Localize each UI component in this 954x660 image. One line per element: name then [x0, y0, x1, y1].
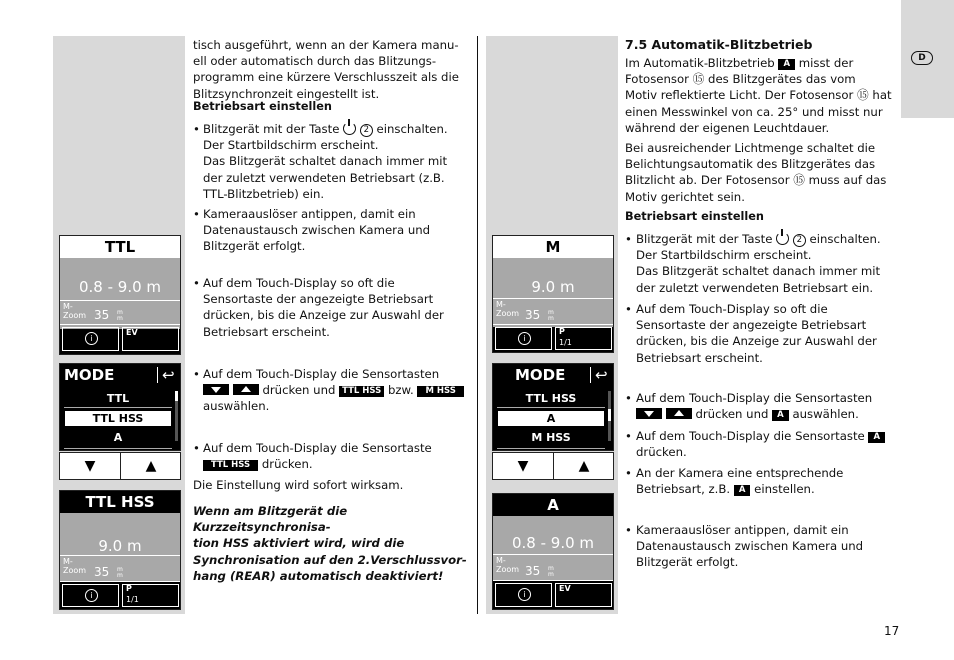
power-level-button[interactable] — [122, 584, 179, 607]
section-title: 7.5 Automatik-Blitzbetrieb — [625, 37, 813, 52]
screen-range: 9.0 m — [531, 278, 575, 296]
zoom-label: M- Zoom — [496, 300, 520, 318]
power-mode-label: P — [126, 584, 132, 593]
mode-rule — [497, 407, 605, 408]
left-bullet-4-d: auswählen. — [203, 399, 270, 414]
a-badge: A — [734, 485, 751, 496]
left-bullet-2: Kameraauslöser antippen, damit ein Datenaustausch zwischen Kamera und Blitzgerät erfolgt. — [203, 207, 431, 254]
left-note: Die Einstellung wird sofort wirksam. — [193, 478, 404, 492]
right-bullet-3 — [636, 390, 901, 422]
m-hss-badge: M HSS — [417, 386, 463, 397]
bullet-marker: • — [193, 207, 200, 221]
mode-item-m-hss[interactable]: M HSS — [531, 431, 571, 444]
left-bullet-1-b: einschalten. — [376, 122, 448, 136]
info-icon: i — [518, 332, 531, 345]
flash-screen-ttl — [59, 235, 181, 355]
screen-range: 0.8 - 9.0 m — [78, 278, 162, 296]
right-b1-lines: Der Startbildschirm erscheint. Das Blitzgerät schaltet danach immer mit der zuletzt verwendeten Betriebsart ein. — [636, 248, 881, 295]
left-bullet-4 — [203, 366, 473, 415]
zoom-value: 35 — [525, 308, 541, 322]
right-paragraph-1 — [625, 55, 900, 136]
bullet-marker: • — [193, 122, 200, 136]
ttl-hss-badge: TTL HSS — [339, 386, 384, 397]
bullet-marker: • — [625, 302, 632, 316]
zoom-label: M- Zoom — [63, 557, 87, 575]
arrow-down-icon — [636, 408, 662, 419]
info-icon: i — [85, 589, 98, 602]
info-button[interactable] — [495, 327, 552, 350]
power-level-value: 1/1 — [559, 338, 572, 347]
right-b3-c: auswählen. — [792, 407, 859, 422]
bullet-marker: • — [625, 391, 632, 405]
zoom-unit: m m — [117, 309, 123, 322]
zoom-label: M- Zoom — [63, 302, 87, 320]
a-badge: A — [778, 59, 795, 70]
zoom-unit: m m — [548, 309, 554, 322]
right-bullet-4 — [636, 428, 901, 460]
arrow-buttons-left — [59, 452, 181, 480]
left-bullet-5 — [203, 440, 473, 472]
left-bullet-4-c: bzw. — [388, 383, 414, 398]
left-bullet-3: Auf dem Touch-Display so oft die Sensortaste der angezeigte Betriebsart drücken, bis die Anzeige zur Auswahl der Betriebsart erscheint. — [203, 276, 444, 339]
ttl-hss-badge: TTL HSS — [203, 460, 258, 471]
arrow-down-icon: ▼ — [517, 458, 529, 474]
column-divider — [477, 36, 478, 614]
mode-menu-title: MODE — [64, 366, 115, 384]
arrow-up-button[interactable] — [121, 453, 181, 479]
zoom-unit: m m — [548, 565, 554, 578]
arrow-up-icon: ▲ — [578, 458, 590, 474]
mode-menu-right — [492, 363, 614, 451]
intro-paragraph: tisch ausgeführt, wenn an der Kamera manu- ell oder automatisch durch das Blitzungs- programm eine kürzere Verschlusszeit als die Blitzsynchronzeit eingestellt ist. — [193, 38, 459, 101]
screen-divider — [60, 324, 180, 325]
button-number-badge: 2 — [793, 234, 806, 247]
mode-item-a[interactable]: A — [497, 410, 605, 427]
mode-item-ttl[interactable]: TTL — [106, 392, 130, 405]
power-level-button[interactable] — [555, 327, 612, 350]
screen-divider — [493, 554, 613, 555]
power-level-value: 1/1 — [126, 595, 139, 604]
info-icon: i — [518, 588, 531, 601]
right-p1-a: Im Automatik-Blitzbetrieb — [625, 56, 775, 70]
arrow-down-icon — [203, 384, 229, 395]
left-bullet-1 — [203, 121, 473, 202]
left-bullet-1-a: Blitzgerät mit der Taste — [203, 122, 340, 136]
mode-item-ttl-hss[interactable]: TTL HSS — [525, 392, 577, 405]
right-b4-a: Auf dem Touch-Display die Sensortaste — [636, 429, 865, 443]
flash-screen-m — [492, 235, 614, 353]
right-heading: Betriebsart einstellen — [625, 210, 764, 223]
arrow-up-icon — [233, 384, 259, 395]
screen-divider — [60, 300, 180, 301]
bullet-marker: • — [193, 276, 200, 290]
zoom-value: 35 — [525, 564, 541, 578]
mode-separator — [590, 367, 591, 383]
right-b4-b: drücken. — [636, 445, 687, 460]
back-arrow-icon[interactable]: ↩ — [595, 366, 608, 384]
mode-rule — [497, 448, 605, 449]
right-b3-a: Auf dem Touch-Display die Sensortasten — [636, 391, 873, 405]
ev-label: EV — [559, 584, 571, 593]
right-b1-a: Blitzgerät mit der Taste — [636, 232, 773, 246]
screen-range: 0.8 - 9.0 m — [511, 534, 595, 552]
arrow-down-button[interactable] — [60, 453, 120, 479]
left-bullet-5-b: drücken. — [261, 457, 313, 472]
zoom-unit: m m — [117, 566, 123, 579]
left-bullet-5-a: Auf dem Touch-Display die Sensortaste — [203, 441, 432, 455]
page-number: 17 — [884, 624, 900, 638]
arrow-down-button[interactable] — [493, 453, 553, 479]
ev-button[interactable] — [122, 327, 179, 351]
bullet-marker: • — [193, 367, 200, 381]
zoom-value: 35 — [94, 308, 110, 322]
a-badge: A — [772, 410, 789, 421]
bullet-marker: • — [625, 466, 632, 480]
a-badge: A — [868, 432, 885, 443]
screen-divider — [493, 324, 613, 325]
mode-menu-left — [59, 363, 181, 451]
mode-menu-title: MODE — [515, 366, 566, 384]
screen-title: TTL — [60, 236, 180, 258]
mode-separator — [157, 367, 158, 383]
right-paragraph-2: Bei ausreichender Lichtmenge schaltet die Belichtungsautomatik des Blitzgerätes das Blitzlicht ab. Der Fotosensor ⑮ muss auf das Motiv gerichtet sein. — [625, 141, 887, 204]
ev-button[interactable] — [555, 583, 612, 607]
language-tab — [901, 0, 954, 118]
mode-scrollbar-thumb — [608, 409, 611, 421]
bullet-marker: • — [625, 232, 632, 246]
screen-title: M — [493, 236, 613, 258]
arrow-up-button[interactable] — [554, 453, 614, 479]
bullet-marker: • — [193, 441, 200, 455]
button-number-badge: 2 — [360, 124, 373, 137]
flash-screen-ttl-hss — [59, 490, 181, 610]
right-bullet-2: Auf dem Touch-Display so oft die Sensortaste der angezeigte Betriebsart drücken, bis die Anzeige zur Auswahl der Betriebsart erscheint. — [636, 302, 877, 365]
arrow-buttons-right — [492, 452, 614, 480]
ev-label: EV — [126, 328, 138, 337]
mode-item-a[interactable]: A — [113, 431, 123, 444]
screen-title: A — [493, 494, 613, 516]
mode-rule — [64, 448, 172, 449]
flash-screen-a — [492, 493, 614, 610]
right-p1-lines: Fotosensor ⑮ des Blitzgerätes das vom Motiv reflektierte Licht. Der Fotosensor ⑮ hat einen Messwinkel von ca. 25° und misst nur während der eigenen Leuchtdauer. — [625, 72, 892, 135]
arrow-up-icon: ▲ — [145, 458, 157, 474]
zoom-value: 35 — [94, 565, 110, 579]
right-b3-b: drücken und — [695, 407, 769, 422]
back-arrow-icon[interactable]: ↩ — [162, 366, 175, 384]
right-bullet-6: Kameraauslöser antippen, damit ein Datenaustausch zwischen Kamera und Blitzgerät erfolgt. — [636, 523, 864, 570]
right-bullet-5 — [636, 465, 901, 497]
info-icon: i — [85, 332, 98, 345]
bullet-marker: • — [625, 429, 632, 443]
power-icon — [343, 122, 356, 135]
right-p1-b: misst der — [798, 56, 854, 70]
mode-item-ttl-hss[interactable]: TTL HSS — [64, 410, 172, 427]
zoom-label: M- Zoom — [496, 556, 520, 574]
bullet-marker: • — [625, 523, 632, 537]
left-warning: Wenn am Blitzgerät die Kurzzeitsynchronisa- tion HSS aktiviert wird, wird die Synchronisation auf den 2.Verschlussvor- hang (REAR) automatisch deaktiviert! — [193, 504, 467, 583]
right-bullet-1 — [636, 231, 901, 296]
info-button[interactable] — [495, 583, 552, 607]
arrow-up-icon — [666, 408, 692, 419]
right-b5-a: An der Kamera eine entsprechende — [636, 466, 844, 480]
screen-range: 9.0 m — [98, 537, 142, 555]
right-b1-b: einschalten. — [809, 232, 881, 246]
left-bullet-4-b: drücken und — [262, 383, 336, 398]
mode-scrollbar-thumb — [175, 391, 178, 401]
right-b5-b: Betriebsart, z.B. — [636, 482, 731, 497]
mode-rule — [64, 407, 172, 408]
screen-title: TTL HSS — [60, 491, 180, 513]
screen-divider — [60, 555, 180, 556]
info-button[interactable] — [62, 584, 119, 607]
info-button[interactable] — [62, 327, 119, 351]
arrow-down-icon: ▼ — [84, 458, 96, 474]
left-bullet-4-a: Auf dem Touch-Display die Sensortasten — [203, 367, 440, 381]
power-icon — [776, 232, 789, 245]
screen-divider — [493, 298, 613, 299]
left-bullet-1-lines: Der Startbildschirm erscheint. Das Blitzgerät schaltet danach immer mit der zuletzt verwendeten Betriebsart (z.B. TTL-Blitzbetrieb) ein. — [203, 138, 448, 201]
left-heading: Betriebsart einstellen — [193, 100, 332, 113]
language-tab-label: D — [911, 51, 933, 65]
power-mode-label: P — [559, 327, 565, 336]
right-b5-c: einstellen. — [754, 482, 815, 497]
